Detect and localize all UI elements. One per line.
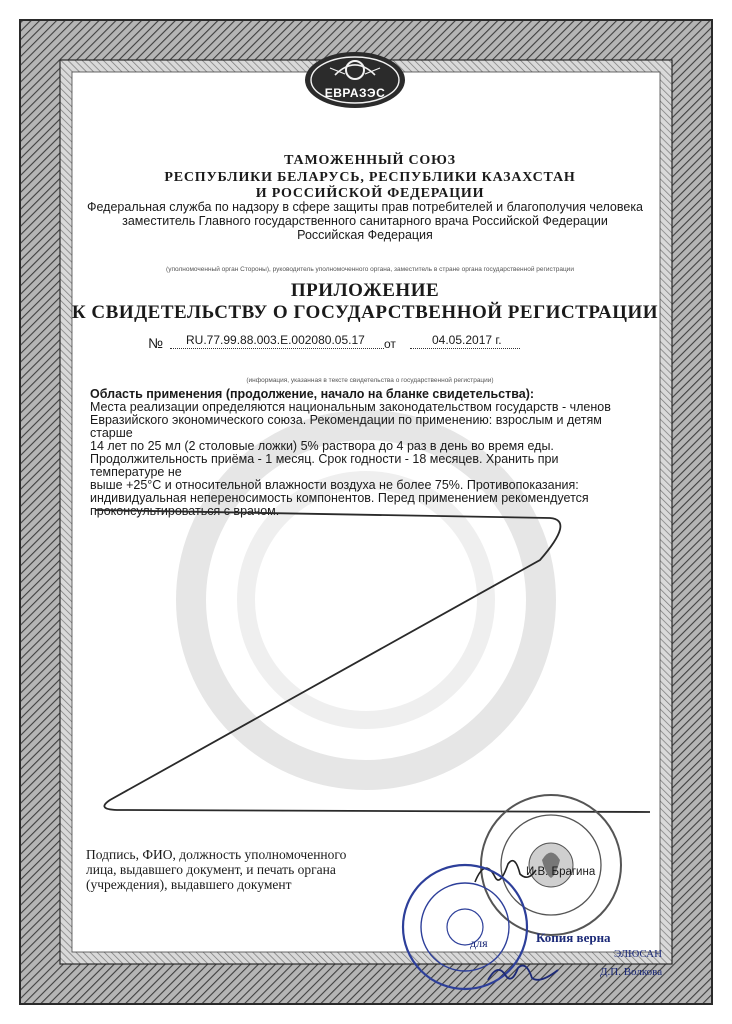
copy-verified-label: Копия верна <box>536 930 611 945</box>
certifying-person: Д.П. Волкова <box>600 966 663 978</box>
header-line-2: РЕСПУБЛИКИ БЕЛАРУСЬ, РЕСПУБЛИКИ КАЗАХСТАН <box>164 170 576 185</box>
signature-label-line: (учреждения), выдавшего документ <box>86 877 292 892</box>
body-line: Места реализации определяются национальным законодательством государств - членов <box>90 400 611 414</box>
signature-label <box>86 847 386 892</box>
body-line: Продолжительность приёма - 1 месяц. Срок годности - 18 месяцев. Хранить при температуре не <box>90 452 559 479</box>
signature-label-line: лица, выдавшего документ, и печать органа <box>86 862 336 877</box>
application-heading: Область применения (продолжение, начало на бланке свидетельства): <box>90 387 535 401</box>
number-sign: № <box>148 335 164 351</box>
document-title-line-1: ПРИЛОЖЕНИЕ <box>290 280 440 301</box>
signatory-name: И.В. Брагина <box>526 866 596 878</box>
copy-signature <box>484 958 564 988</box>
header-line-1: ТАМОЖЕННЫЙ СОЮЗ <box>284 153 456 168</box>
registration-date: 04.05.2017 г. <box>432 333 502 347</box>
authority-caption: (уполномоченный орган Стороны), руководитель уполномоченного органа, заместитель в стране органа государственной регистрации <box>166 266 574 273</box>
registration-caption: (информация, указанная в тексте свидетельства о государственной регистрации) <box>246 377 494 384</box>
document-title-line-2: К СВИДЕТЕЛЬСТВУ О ГОСУДАРСТВЕННОЙ РЕГИСТРАЦИИ <box>71 302 659 323</box>
authority-line-3: Российская Федерация <box>297 228 433 242</box>
body-line: Евразийского экономического союза. Рекомендации по применению: взрослым и детям старше <box>90 413 602 440</box>
authority-line-1: Федеральная служба по надзору в сфере защиты прав потребителей и благополучия человека <box>86 200 644 214</box>
header-line-3: И РОССИЙСКОЙ ФЕДЕРАЦИИ <box>255 186 485 201</box>
registration-number: RU.77.99.88.003.E.002080.05.17 <box>186 333 365 347</box>
body-line: выше +25°С и относительной влажности воздуха не более 75%. Противопоказания: <box>90 478 579 492</box>
body-line: индивидуальная непереносимость компонентов. Перед применением рекомендуется <box>90 491 589 505</box>
company-name: ЭЛЮСАН <box>614 948 663 960</box>
logo-text: ЕВРАЗЭС <box>324 86 386 100</box>
from-label: от <box>384 337 396 351</box>
authority-line-2: заместитель Главного государственного санитарного врача Российской Федерации <box>122 214 608 228</box>
body-line: 14 лет по 25 мл (2 столовые ложки) 5% раствора до 4 раз в день во время еды. <box>90 439 554 453</box>
copy-for-label: для <box>470 936 488 950</box>
body-line: проконсультироваться с врачом. <box>90 504 280 518</box>
signature-label-line: Подпись, ФИО, должность уполномоченного <box>86 847 347 862</box>
